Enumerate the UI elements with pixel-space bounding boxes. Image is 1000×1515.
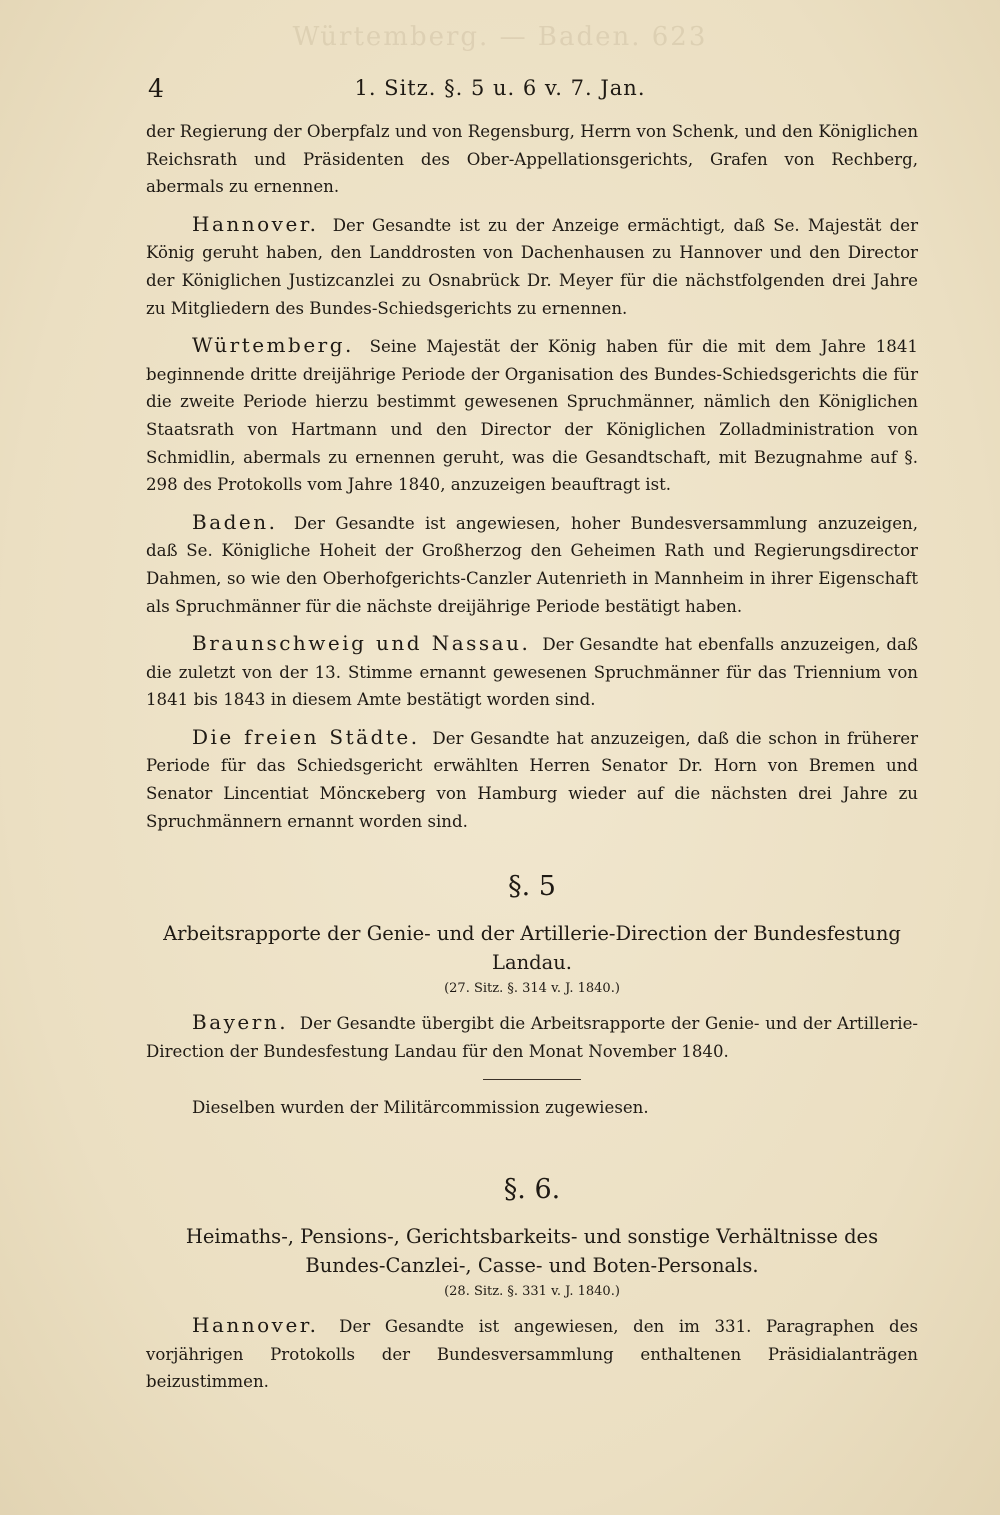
state-name: Braunschweig und Nassau. xyxy=(192,631,531,656)
separator-rule xyxy=(483,1079,581,1080)
running-head: 1. Sitz. §. 5 u. 6 v. 7. Jan. xyxy=(354,76,646,100)
paragraph-text: Der Gesandte ist zu der Anzeige ermächtigt, daß Se. Majestät der König geruht haben, den Landdrosten von Dachenhausen zu Hannover und den Director der Königlichen Justizcanzlei zu Osnabrück Dr. Meyer für die nächstfolgenden drei Jahre zu Mitgliedern des Bundes-Schiedsgerichts zu ernennen. xyxy=(146,215,919,318)
section-title: Arbeitsrapporte der Genie- und der Artillerie-Direction der Bundesfestung Landau. xyxy=(163,922,901,975)
paragraph-text: Der Gesandte ist angewiesen, hoher Bundesversammlung anzuzeigen, daß Se. Königliche Hoheit der Großherzog den Geheimen Rath und Regierungsdirector Dahmen, so wie den Oberhofgerichts-Canzler Autenrieth in Mannheim in ihrer Eigenschaft als Spruchmänner für die nächste dreijährige Periode bestätigt haben. xyxy=(146,513,918,616)
state-name: Die freien Städte. xyxy=(192,724,420,749)
body-text xyxy=(146,118,918,1396)
paragraph-text: Der Gesandte hat anzuzeigen, daß die schon in früherer Periode für das Schiedsgericht erwählten Herren Senator Dr. Horn von Bremen und Senator Lincentiat Möncкeberg von Hamburg wieder auf die nächsten drei Jahre zu Spruchmännern ernannt worden sind. xyxy=(146,728,919,831)
state-name: Würtemberg. xyxy=(192,333,354,358)
state-name: Hannover. xyxy=(192,211,319,236)
paragraph-continuation: der Regierung der Oberpfalz und von Regensburg, Herrn von Schenk, und den Königlichen Reichsrath und Präsidenten des Ober-Appellationsgerichts, Grafen von Rechberg, abermals zu ernennen. xyxy=(146,122,918,197)
paragraph-text: Der Gesandte übergibt die Arbeitsrapporte der Genie- und der Artillerie-Direction der Bundesfestung Landau für den Monat November 1840. xyxy=(146,1014,918,1061)
section-number: §. 5 xyxy=(508,871,556,903)
state-name: Bayern. xyxy=(192,1010,289,1035)
resolution-text: Dieselben wurden der Militärcommission zugewiesen. xyxy=(192,1098,649,1118)
section-title: Heimaths-, Pensions-, Gerichtsbarkeits- und sonstige Verhältnisse des Bundes-Canzlei-, Casse- und Boten-Personals. xyxy=(185,1225,879,1278)
paragraph-hannover-2 xyxy=(146,1312,918,1396)
paragraph-wurtemberg xyxy=(146,332,918,499)
paragraph-baden xyxy=(146,509,918,620)
paragraph-text: Seine Majestät der König haben für die mit dem Jahre 1841 beginnende dritte dreijährige Periode der Organisation des Bundes-Schiedsgerichts die für die zweite Periode hierzu bestimmt gewesenen Spruchmänner, nämlich den Königlichen Staatsrath von Hartmann und den Director der Königlichen Zolladministration von Schmidlin, abermals zu ernennen geruht, was die Gesandtschaft, mit Bezugnahme auf §. 298 des Protokolls vom Jahre 1840, anzuzeigen beauftragt ist. xyxy=(146,337,918,495)
paragraph-bayern xyxy=(146,1009,918,1065)
section-number: §. 6. xyxy=(503,1174,561,1206)
page-number: 4 xyxy=(148,74,164,103)
page-header xyxy=(0,74,1000,110)
paragraph-text: Der Gesandte ist angewiesen, den im 331. Paragraphen des vorjährigen Protokolls der Bundesversammlung enthaltenen Präsidialanträgen beizustimmen. xyxy=(146,1317,918,1392)
paragraph-hannover xyxy=(146,211,918,322)
bleed-through-text: Würtemberg. — Baden. 623 xyxy=(292,22,708,52)
state-name: Hannover. xyxy=(192,1313,319,1338)
section-reference: (27. Sitz. §. 314 v. J. 1840.) xyxy=(444,981,620,997)
state-name: Baden. xyxy=(192,509,278,534)
section-reference: (28. Sitz. §. 331 v. J. 1840.) xyxy=(444,1284,620,1300)
paragraph-braunschweig-nassau xyxy=(146,630,918,714)
paragraph-freie-staedte xyxy=(146,724,918,835)
paragraph-text: Der Gesandte hat ebenfalls anzuzeigen, daß die zuletzt von der 13. Stimme ernannt gewesenen Spruchmänner für das Triennium von 1841 bis 1843 in diesem Amte bestätigt worden sind. xyxy=(146,635,918,710)
